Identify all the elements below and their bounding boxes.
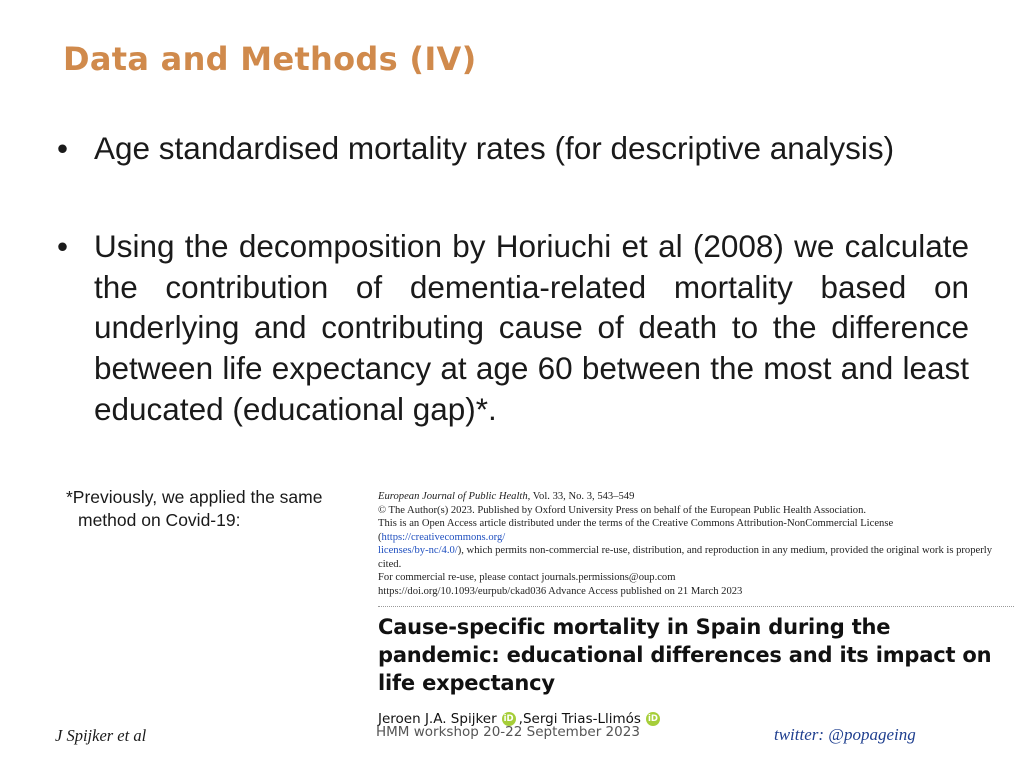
license-text-1: This is an Open Access article distributed under the terms of the Creative Commons Attribution-NonCommercial License ( — [378, 518, 894, 543]
journal-name: European Journal of Public Health, — [378, 491, 531, 502]
footer-twitter[interactable]: twitter: @popageing — [774, 725, 916, 744]
paper-citation-image — [378, 490, 1014, 727]
orcid-icon: iD — [646, 712, 660, 726]
dotted-divider — [378, 606, 1014, 607]
license-text-2: ), which permits non-commercial re-use, distribution, and reproduction in any medium, provided the original work is properly cited. — [378, 545, 992, 570]
bullet-marker: • — [57, 130, 69, 166]
paper-title: Cause-specific mortality in Spain during the pandemic: educational differences and its impact on life expectancy — [378, 615, 992, 695]
bullet-text: Using the decomposition by Horiuchi et al (2008) we calculate the contribution of dementia-related mortality based on underlying and contributing cause of death to the difference between life expectancy at age 60 between the most and least educated (educational gap)*. — [94, 227, 969, 427]
license-text — [378, 517, 1014, 571]
footnote — [66, 486, 322, 532]
orcid-icon: iD — [502, 712, 516, 726]
bullet-item — [57, 128, 969, 169]
author-name: Sergi Trias-Llimós — [522, 711, 641, 727]
journal-volume: Vol. 33, No. 3, 543–549 — [530, 491, 635, 502]
commercial-line: For commercial re-use, please contact journals.permissions@oup.com — [378, 572, 676, 583]
author-separator: , — [518, 711, 523, 727]
footer-event: HMM workshop 20-22 September 2023 — [376, 724, 640, 740]
bullet-list — [57, 128, 969, 430]
bullet-marker: • — [57, 227, 69, 264]
bullet-text: Age standardised mortality rates (for descriptive analysis) — [94, 130, 895, 166]
copyright-line: © The Author(s) 2023. Published by Oxford University Press on behalf of the European Public Health Association. — [378, 504, 867, 516]
paper-metadata — [378, 490, 1014, 598]
footer-author: J Spijker et al — [55, 726, 147, 745]
doi-line: https://doi.org/10.1093/eurpub/ckad036 Advance Access published on 21 March 2023 — [378, 585, 743, 597]
slide-title: Data and Methods (IV) — [63, 40, 477, 78]
license-link-1[interactable]: https://creativecommons.org/ — [381, 531, 506, 543]
footnote-line-2: method on Covid-19: — [78, 510, 241, 530]
author-name: Jeroen J.A. Spijker — [378, 711, 497, 727]
footnote-line-1: *Previously, we applied the same — [66, 487, 323, 507]
license-link-2[interactable]: licenses/by-nc/4.0/ — [378, 545, 458, 556]
journal-line — [378, 490, 1014, 504]
bullet-item — [57, 226, 969, 430]
